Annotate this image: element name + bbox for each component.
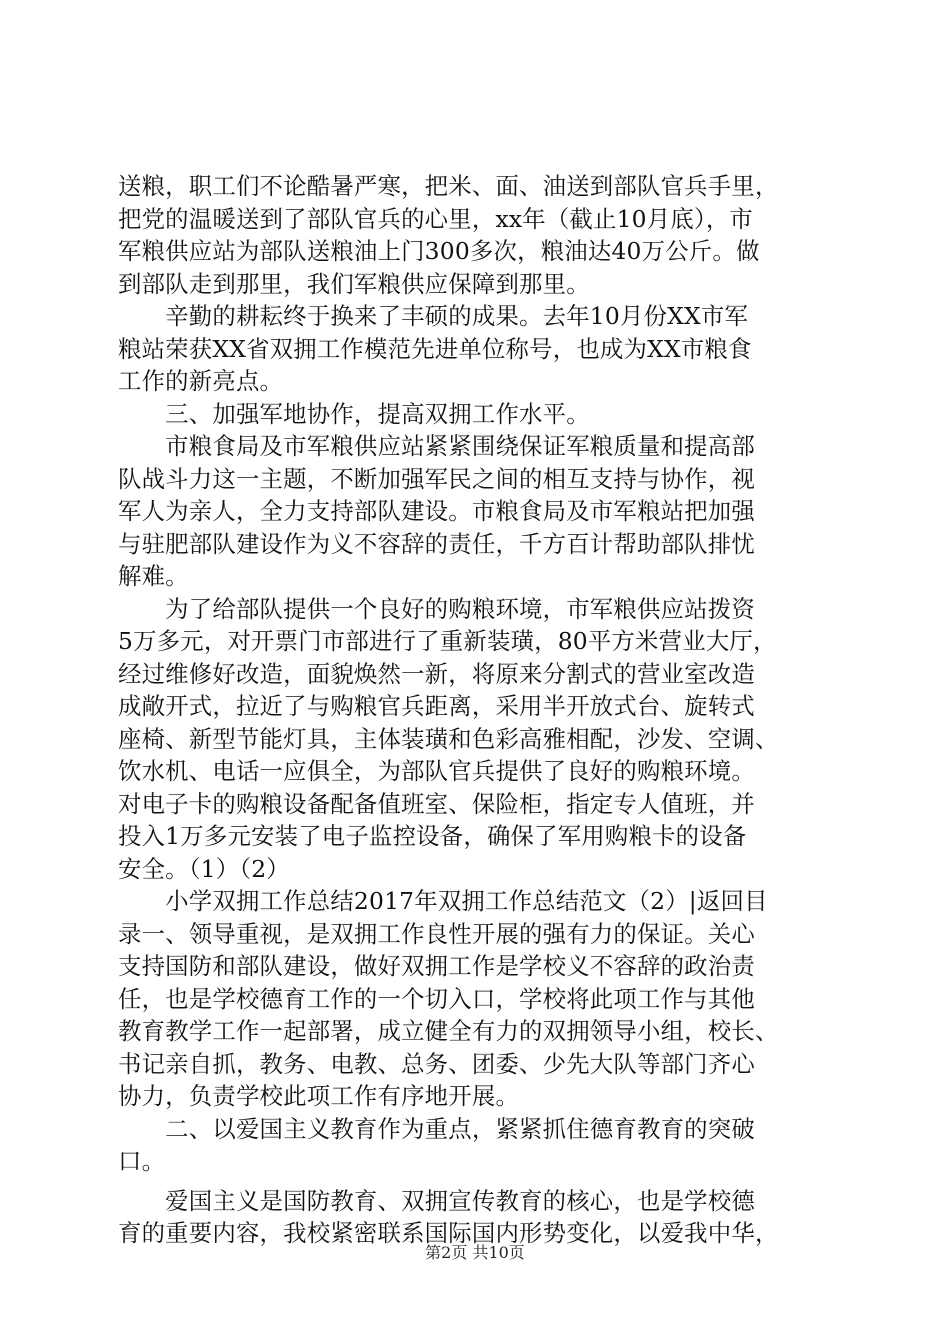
document-body xyxy=(118,170,838,1250)
text-line: 解难。 xyxy=(118,562,189,590)
text-line: 协力，负责学校此项工作有序地开展。 xyxy=(118,1082,520,1110)
text-line: 到部队走到那里，我们军粮供应保障到那里。 xyxy=(118,269,590,298)
text-line: 把党的温暖送到了部队官兵的心里，xx年（截止10月底），市 xyxy=(118,204,754,233)
text-line: 教育教学工作一起部署，成立健全有力的双拥领导小组，校长、 xyxy=(118,1017,779,1045)
text-line: 饮水机、电话一应俱全，为部队官兵提供了良好的购粮环境。 xyxy=(118,757,755,785)
text-line: 支持国防和部队建设，做好双拥工作是学校义不容辞的政治责 xyxy=(118,952,755,980)
text-line: 书记亲自抓，教务、电教、总务、团委、少先大队等部门齐心 xyxy=(118,1049,755,1078)
text-line: 军人为亲人，全力支持部队建设。市粮食局及市军粮站把加强 xyxy=(118,497,755,525)
text-line: 送粮，职工们不论酷暑严寒，把米、面、油送到部队官兵手里， xyxy=(118,172,779,200)
text-line: 经过维修好改造，面貌焕然一新，将原来分割式的营业室改造 xyxy=(118,659,755,688)
text-line: 录一、领导重视，是双拥工作良性开展的强有力的保证。关心 xyxy=(118,919,755,948)
text-line: 任，也是学校德育工作的一个切入口，学校将此项工作与其他 xyxy=(118,984,755,1013)
text-line: 安全。（1）（2） xyxy=(118,854,290,883)
page-footer xyxy=(0,1240,950,1263)
text-line: 爱国主义是国防教育、双拥宣传教育的核心，也是学校德 xyxy=(118,1186,755,1215)
text-line: 育的重要内容，我校紧密联系国际国内形势变化，以爱我中华， xyxy=(118,1219,779,1247)
text-line: 市粮食局及市军粮供应站紧紧围绕保证军粮质量和提高部 xyxy=(118,432,755,460)
text-line: 辛勤的耕耘终于换来了丰硕的成果。去年10月份XX市军 xyxy=(118,302,749,330)
text-line: 为了给部队提供一个良好的购粮环境，市军粮供应站拨资 xyxy=(118,594,755,623)
text-line: 粮站荣获XX省双拥工作模范先进单位称号，也成为XX市粮食 xyxy=(118,334,752,363)
text-line: 对电子卡的购粮设备配备值班室、保险柜，指定专人值班，并 xyxy=(118,789,755,818)
text-line: 5万多元，对开票门市部进行了重新装璜，80平方米营业大厅， xyxy=(118,627,777,655)
text-line: 军粮供应站为部队送粮油上门300多次，粮油达40万公斤。做 xyxy=(118,237,760,265)
page-indicator: 第2页 共10页 xyxy=(425,1243,525,1262)
text-line: 座椅、新型节能灯具，主体装璜和色彩高雅相配，沙发、空调、 xyxy=(118,724,779,753)
text-line: 与驻肥部队建设作为义不容辞的责任，千方百计帮助部队排忧 xyxy=(118,529,755,558)
text-line: 口。 xyxy=(118,1147,166,1175)
section-heading: 三、加强军地协作，提高双拥工作水平。 xyxy=(118,399,590,428)
section-heading: 二、以爱国主义教育作为重点，紧紧抓住德育教育的突破 xyxy=(118,1114,755,1143)
text-line: 成敞开式，拉近了与购粮官兵距离，采用半开放式台、旋转式 xyxy=(118,692,755,720)
text-line: 队战斗力这一主题，不断加强军民之间的相互支持与协作，视 xyxy=(118,464,755,493)
text-line: 投入1万多元安装了电子监控设备，确保了军用购粮卡的设备 xyxy=(118,822,747,850)
text-line: 小学双拥工作总结2017年双拥工作总结范文（2）|返回目 xyxy=(118,887,768,915)
text-line: 工作的新亮点。 xyxy=(118,367,284,395)
